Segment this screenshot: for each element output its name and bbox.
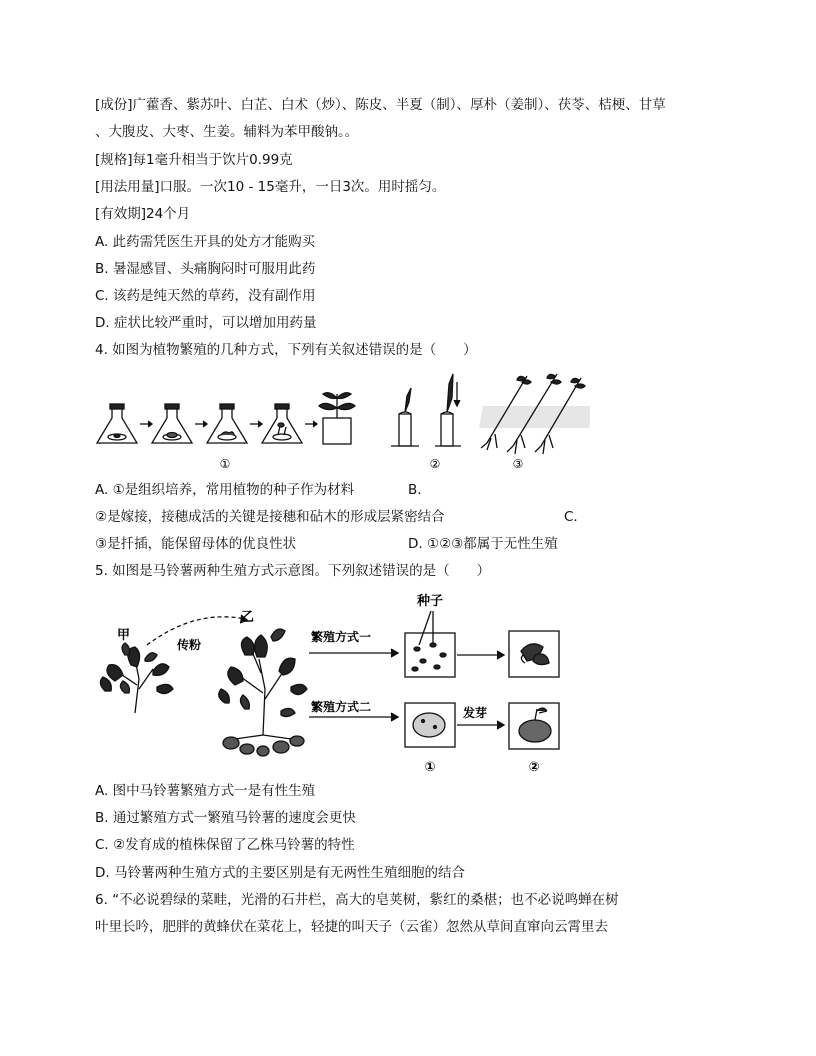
cuttings-icon	[479, 374, 590, 454]
q6-stem-line-2: 叶里长吟，肥胖的黄蜂伏在菜花上，轻捷的叫天子（云雀）忽然从草间直窜向云霄里去	[95, 919, 608, 935]
potato-plant-yi-icon	[219, 629, 307, 756]
seedling-box-icon	[509, 631, 559, 677]
grafting-icon	[391, 374, 461, 446]
q3-option-c: C. 该药是纯天然的草药，没有副作用	[95, 288, 316, 304]
q5-option-d: D. 马铃薯两种生殖方式的主要区别是有无两性生殖细胞的结合	[95, 865, 465, 881]
culture-flask-icon	[97, 404, 137, 443]
potato-plant-jia-icon	[100, 643, 173, 713]
q5-option-b: B. 通过繁殖方式一繁殖马铃薯的速度会更快	[95, 810, 356, 826]
q6-stem-line-1: 6. “不必说碧绿的菜畦，光滑的石井栏，高大的皂荚树，紫红的桑椹；也不必说鸣蝉在树	[95, 892, 619, 908]
q4-option-d: D. ①②③都属于无性生殖	[408, 536, 558, 552]
culture-flask-icon	[207, 404, 247, 443]
validity-line: [有效期]24个月	[95, 206, 191, 222]
culture-flask-icon	[262, 404, 302, 443]
q4-stem: 4. 如图为植物繁殖的几种方式，下列有关叙述错误的是（ ）	[95, 342, 477, 358]
fig5-circle-1: ①	[424, 760, 436, 775]
fig5-pollination-label: 传粉	[177, 638, 202, 652]
tuber-box-icon	[405, 703, 455, 747]
ingredients-line-1: [成份]广藿香、紫苏叶、白芷、白术（炒）、陈皮、半夏（制）、厚朴（姜制）、茯苓、桔梗、甘草	[95, 97, 666, 113]
fig4-label-1: ①	[219, 457, 231, 471]
q5-stem: 5. 如图是马铃薯两种生殖方式示意图。下列叙述错误的是（ ）	[95, 563, 491, 579]
fig5-method2-label: 繁殖方式二	[311, 700, 372, 714]
fig4-label-2: ②	[429, 457, 441, 471]
q4-option-c-label: C.	[564, 509, 578, 525]
q3-option-a: A. 此药需凭医生开具的处方才能购买	[95, 234, 316, 250]
q4-option-c: ③是扦插，能保留母体的优良性状	[95, 536, 297, 552]
spec-line: [规格]每1毫升相当于饮片0.99克	[95, 152, 293, 168]
sprouted-tuber-box-icon	[509, 703, 559, 749]
q3-option-d: D. 症状比较严重时，可以增加用药量	[95, 315, 317, 331]
fig5-jia-label: 甲	[117, 628, 131, 643]
fig4-label-3: ③	[512, 457, 524, 471]
q4-option-a: A. ①是组织培养，常用植物的种子作为材料	[95, 482, 355, 498]
usage-line: [用法用量]口服。一次10 - 15毫升，一日3次。用时摇匀。	[95, 179, 446, 195]
q4-option-b-label: B.	[408, 482, 422, 498]
fig5-method1-label: 繁殖方式一	[311, 630, 372, 644]
fig5-seed-label: 种子	[417, 594, 444, 609]
q3-option-b: B. 暑湿感冒、头痛胸闷时可服用此药	[95, 261, 316, 277]
q4-option-b: ②是嫁接，接穗成活的关键是接穗和砧木的形成层紧密结合	[95, 509, 445, 525]
fig5-sprout-label: 发芽	[463, 706, 488, 720]
culture-flask-icon	[152, 404, 192, 443]
seed-box-icon	[405, 611, 455, 677]
fig5-circle-2: ②	[528, 760, 540, 775]
q4-propagation-figure	[95, 368, 590, 474]
q5-option-c: C. ②发育成的植株保留了乙株马铃薯的特性	[95, 837, 355, 853]
q5-option-a: A. 图中马铃薯繁殖方式一是有性生殖	[95, 783, 316, 799]
potted-seedling-icon	[319, 393, 355, 444]
fig5-yi-label: 乙	[241, 610, 255, 625]
ingredients-line-2: 、大腹皮、大枣、生姜。辅料为苯甲酸钠。。	[95, 124, 359, 140]
q5-potato-figure	[95, 589, 570, 775]
